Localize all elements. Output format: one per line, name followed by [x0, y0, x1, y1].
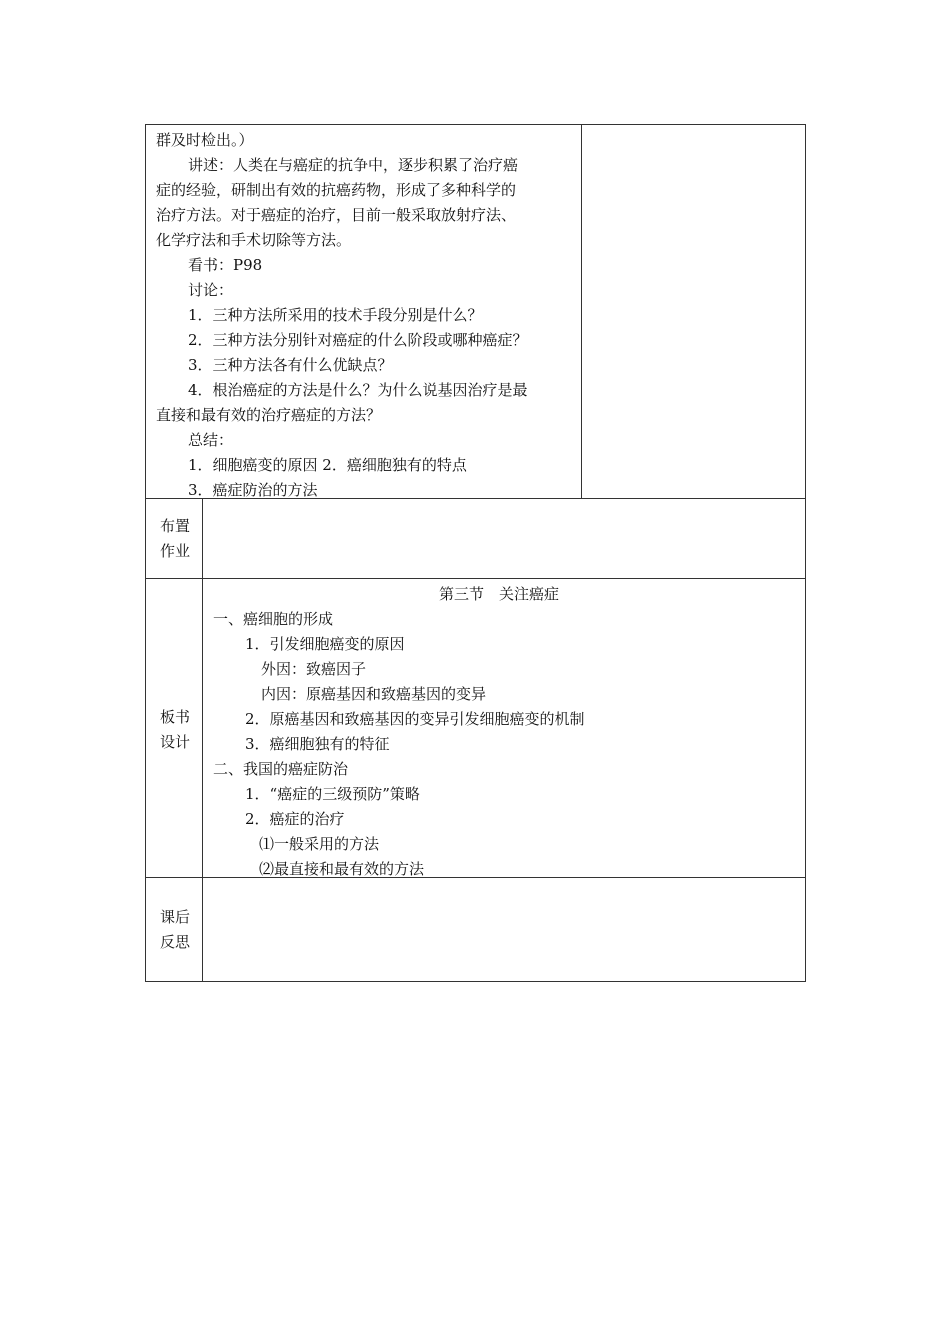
board-line: 一、癌细胞的形成	[213, 610, 334, 628]
lesson-line: 3．癌症防治的方法	[188, 481, 318, 499]
lesson-line: 3．三种方法各有什么优缺点？	[188, 356, 393, 374]
board-line: 1．“癌症的三级预防”策略	[245, 785, 420, 803]
lesson-line: 4．根治癌症的方法是什么？为什么说基因治疗是最	[188, 381, 528, 399]
board-content-cell	[202, 578, 806, 878]
lesson-line: 看书：P98	[188, 256, 263, 274]
board-line: ⑴一般采用的方法	[259, 835, 380, 853]
board-line: 内因：原癌基因和致癌基因的变异	[261, 685, 487, 703]
homework-label-line2: 作业	[159, 542, 190, 560]
lesson-line: 直接和最有效的治疗癌症的方法？	[156, 406, 382, 424]
lesson-line: 1．细胞癌变的原因 2．癌细胞独有的特点	[188, 456, 467, 474]
lesson-line: 2．三种方法分别针对癌症的什么阶段或哪种癌症？	[188, 331, 528, 349]
lesson-line: 讲述：人类在与癌症的抗争中，逐步积累了治疗癌	[188, 156, 519, 174]
reflection-content-cell	[202, 877, 806, 982]
board-label-line1: 板书	[159, 708, 190, 726]
homework-content-cell	[202, 498, 806, 579]
reflection-label-line1: 课后	[159, 908, 190, 926]
lesson-side-cell	[581, 124, 806, 499]
lesson-plan-table	[145, 124, 806, 982]
board-label-line2: 设计	[159, 733, 190, 751]
board-line: 3．癌细胞独有的特征	[245, 735, 390, 753]
lesson-line: 总结：	[188, 431, 234, 449]
lesson-line: 症的经验，研制出有效的抗癌药物，形成了多种科学的	[156, 181, 517, 199]
board-label-cell	[145, 578, 203, 878]
homework-label-cell	[145, 498, 203, 579]
board-line: 外因：致癌因子	[261, 660, 367, 678]
board-line: 2．原癌基因和致癌基因的变异引发细胞癌变的机制	[245, 710, 585, 728]
lesson-line: 讨论：	[188, 281, 234, 299]
board-line: 2．癌症的治疗	[245, 810, 345, 828]
lesson-line: 群及时检出。）	[156, 131, 254, 149]
lesson-line: 治疗方法。对于癌症的治疗，目前一般采取放射疗法、	[156, 206, 517, 224]
reflection-label-cell	[145, 877, 203, 982]
board-line: 1．引发细胞癌变的原因	[245, 635, 405, 653]
board-line: ⑵最直接和最有效的方法	[259, 860, 425, 878]
board-title: 第三节 关注癌症	[439, 585, 560, 603]
lesson-line: 1．三种方法所采用的技术手段分别是什么？	[188, 306, 483, 324]
lesson-content-cell	[145, 124, 582, 499]
reflection-label-line2: 反思	[159, 933, 190, 951]
homework-label-line1: 布置	[159, 517, 190, 535]
board-line: 二、我国的癌症防治	[213, 760, 349, 778]
lesson-line: 化学疗法和手术切除等方法。	[156, 231, 352, 249]
